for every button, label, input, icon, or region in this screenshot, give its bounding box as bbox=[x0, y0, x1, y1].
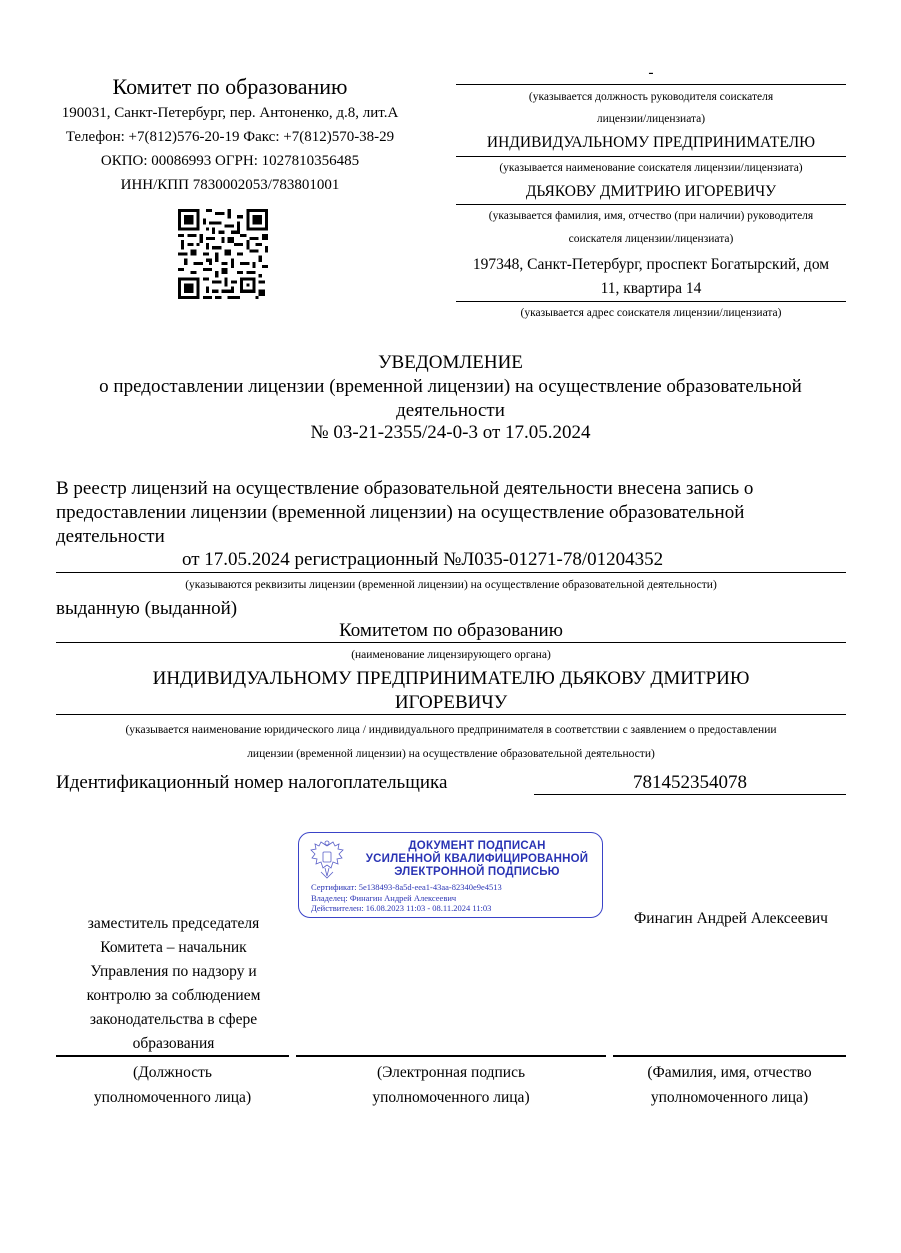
divider bbox=[456, 156, 846, 157]
inn-value: 781452354078 bbox=[633, 772, 747, 793]
licensee-name: ИНДИВИДУАЛЬНОМУ ПРЕДПРИНИМАТЕЛЮ ДЬЯКОВУ ДМИТРИЮ bbox=[152, 668, 750, 689]
recipient-address-2: 11, квартира 14 bbox=[600, 280, 702, 297]
license-details: от 17.05.2024 регистрационный №Л035-01271-78/01204352 bbox=[182, 549, 664, 570]
recipient-position-caption-2: лицензии/лицензиата) bbox=[596, 113, 706, 125]
signer-position-line: законодательства в сфере bbox=[89, 1011, 258, 1028]
licensee-name-2: ИГОРЕВИЧУ bbox=[394, 692, 508, 713]
col-signature-caption bbox=[296, 1060, 606, 1110]
licensee-caption: (указывается наименование юридического лица / индивидуального предпринимателя в соответствии с заявлением о предоставлении bbox=[125, 724, 777, 736]
body-paragraph: В реестр лицензий на осуществление образовательной деятельности внесена запись о bbox=[56, 478, 754, 499]
org-okpo: ОКПО: 00086993 ОГРН: 1027810356485 bbox=[100, 153, 360, 169]
body-paragraph-2: предоставлении лицензии (временной лицензии) на осуществление образовательной bbox=[56, 502, 745, 523]
divider bbox=[56, 642, 846, 643]
issuer-caption: (наименование лицензирующего органа) bbox=[351, 649, 551, 661]
recipient-position-value: - bbox=[648, 64, 654, 81]
caption-line: (Фамилия, имя, отчество bbox=[647, 1064, 812, 1081]
signer-position-line: Управления по надзору и bbox=[90, 963, 257, 980]
issuer-value: Комитетом по образованию bbox=[339, 620, 563, 641]
divider bbox=[534, 794, 846, 795]
body-paragraph-3: деятельности bbox=[56, 526, 165, 547]
divider bbox=[456, 301, 846, 302]
notice-title: УВЕДОМЛЕНИЕ bbox=[378, 352, 523, 373]
inn-label: Идентификационный номер налогоплательщика bbox=[56, 772, 448, 793]
divider bbox=[56, 1055, 289, 1057]
recipient-name-caption: (указывается наименование соискателя лицензии/лицензиата) bbox=[499, 162, 803, 174]
signer-position-line: заместитель председателя bbox=[87, 915, 260, 932]
recipient-address-1: 197348, Санкт-Петербург, проспект Богатырский, дом bbox=[472, 256, 830, 273]
stamp-heading: ДОКУМЕНТ ПОДПИСАН bbox=[408, 840, 546, 852]
issued-label: выданную (выданной) bbox=[56, 598, 238, 619]
recipient-head-caption: (указывается фамилия, имя, отчество (при наличии) руководителя bbox=[488, 210, 814, 222]
recipient-head-caption-2: соискателя лицензии/лицензиата) bbox=[568, 233, 734, 245]
stamp-heading-2: УСИЛЕННОЙ КВАЛИФИЦИРОВАННОЙ bbox=[365, 853, 589, 865]
stamp-owner: Владелец: Финагин Андрей Алексеевич bbox=[311, 892, 457, 903]
coat-of-arms-icon bbox=[307, 838, 347, 880]
recipient-position-caption: (указывается должность руководителя соискателя bbox=[528, 91, 774, 103]
org-title: Комитет по образованию bbox=[112, 74, 348, 99]
caption-line: уполномоченного лица) bbox=[372, 1089, 530, 1106]
divider bbox=[613, 1055, 846, 1057]
divider bbox=[456, 204, 846, 205]
caption-line: уполномоченного лица) bbox=[93, 1089, 252, 1106]
e-signature-stamp bbox=[298, 832, 603, 918]
recipient-head-value: ДЬЯКОВУ ДМИТРИЮ ИГОРЕВИЧУ bbox=[525, 183, 777, 200]
license-caption: (указываются реквизиты лицензии (временной лицензии) на осуществление образовательной деятельности) bbox=[185, 579, 717, 591]
signer-position bbox=[56, 912, 291, 1056]
licensee-caption-2: лицензии (временной лицензии) на осуществление образовательной деятельности) bbox=[247, 748, 655, 760]
divider bbox=[456, 84, 846, 85]
caption-line: (Электронная подпись bbox=[376, 1064, 526, 1081]
qr-code-icon bbox=[178, 208, 268, 300]
col-position-caption bbox=[56, 1060, 289, 1110]
recipient-name-value: ИНДИВИДУАЛЬНОМУ ПРЕДПРИНИМАТЕЛЮ bbox=[486, 134, 816, 151]
signer-position-line: контролю за соблюдением bbox=[86, 987, 261, 1004]
caption-line: (Должность bbox=[133, 1064, 212, 1081]
stamp-validity: Действителен: 16.08.2023 11:03 - 08.11.2024 11:03 bbox=[311, 903, 492, 913]
divider bbox=[56, 714, 846, 715]
stamp-certificate: Сертификат: 5e138493-8a5d-eea1-43aa-82340e9e4513 bbox=[311, 882, 502, 892]
divider bbox=[56, 572, 846, 573]
org-address: 190031, Санкт-Петербург, пер. Антоненко, д.8, лит.А bbox=[61, 105, 399, 121]
org-inn: ИНН/КПП 7830002053/783801001 bbox=[120, 177, 340, 193]
signer-position-line: Комитета – начальник bbox=[100, 939, 247, 956]
signer-name: Финагин Андрей Алексеевич bbox=[634, 910, 828, 927]
notice-subtitle-2: деятельности bbox=[396, 400, 505, 421]
divider bbox=[296, 1055, 606, 1057]
stamp-heading-3: ЭЛЕКТРОННОЙ ПОДПИСЬЮ bbox=[394, 866, 560, 878]
signer-position-line: образования bbox=[132, 1035, 215, 1052]
notice-subtitle: о предоставлении лицензии (временной лицензии) на осуществление образовательной bbox=[99, 376, 802, 397]
notice-number: № 03-21-2355/24-0-3 от 17.05.2024 bbox=[310, 422, 591, 443]
col-name-caption bbox=[613, 1060, 846, 1110]
recipient-address-caption: (указывается адрес соискателя лицензии/лицензиата) bbox=[520, 307, 782, 319]
org-phones: Телефон: +7(812)576-20-19 Факс: +7(812)570-38-29 bbox=[65, 129, 395, 145]
caption-line: уполномоченного лица) bbox=[650, 1089, 809, 1106]
